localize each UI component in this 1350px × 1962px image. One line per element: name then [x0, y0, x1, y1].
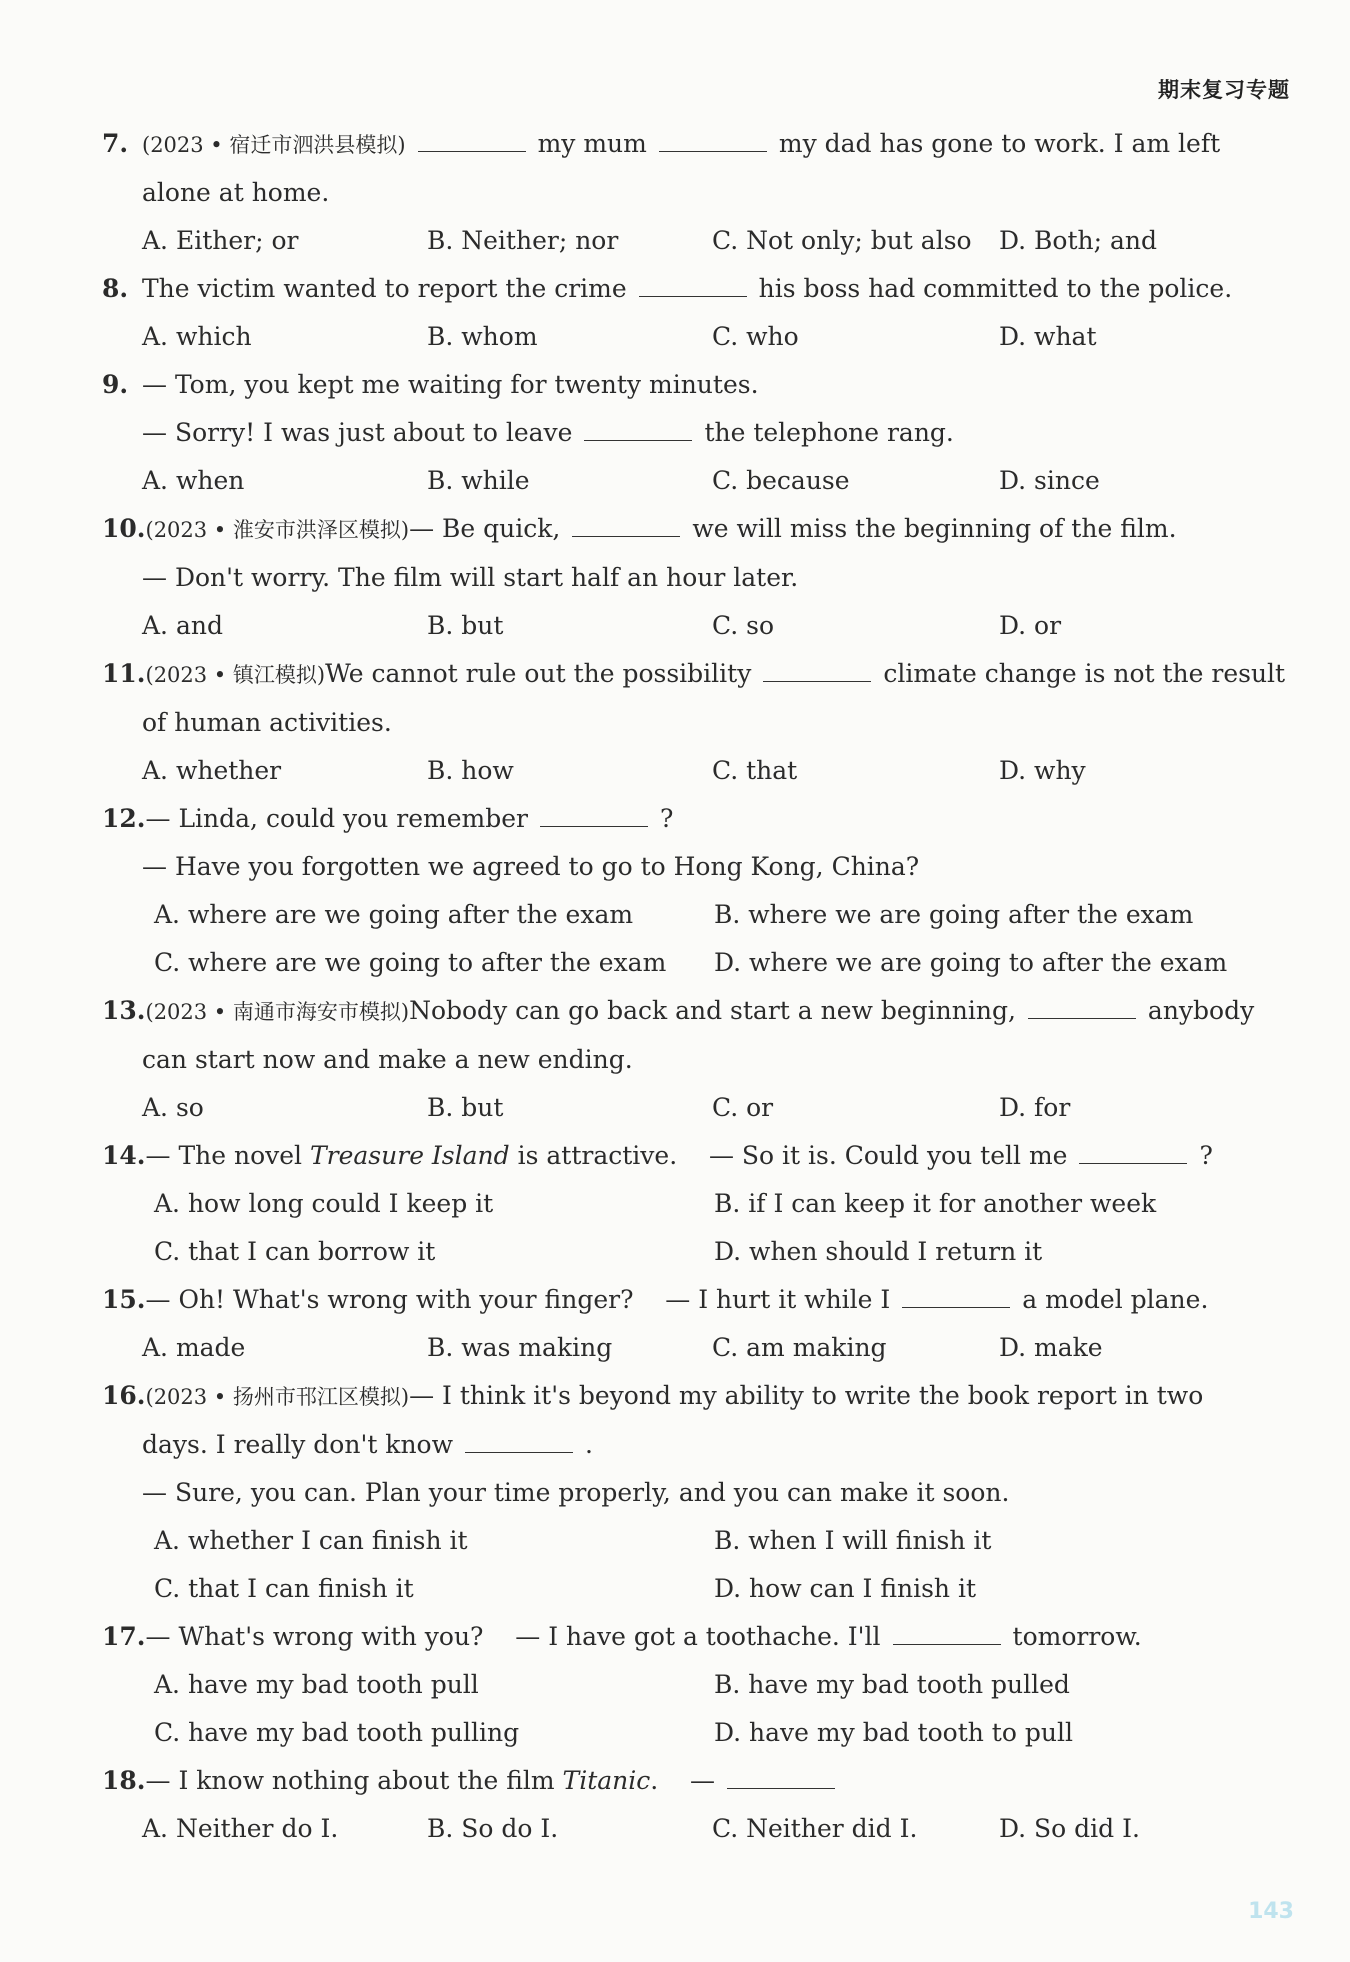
question-11 — [102, 650, 1290, 795]
question-stem: alone at home. — [142, 178, 330, 207]
question-stem: — Oh! What's wrong with your finger? — [145, 1285, 634, 1314]
book-title: Treasure Island — [309, 1141, 510, 1170]
option-b[interactable]: B. but — [427, 611, 504, 640]
option-a[interactable]: A. so — [142, 1093, 204, 1122]
question-10 — [102, 505, 1290, 650]
option-c[interactable]: C. that — [712, 756, 798, 785]
question-stem: we will miss the beginning of the film. — [692, 514, 1177, 543]
option-c[interactable]: C. am making — [712, 1333, 887, 1362]
question-stem: . — [650, 1766, 659, 1795]
option-c[interactable]: C. so — [712, 611, 775, 640]
option-a[interactable]: A. have my bad tooth pull — [154, 1670, 479, 1699]
answer-blank[interactable] — [572, 518, 680, 537]
answer-blank[interactable] — [540, 808, 648, 827]
question-number: 14. — [102, 1141, 146, 1170]
question-reply: — I hurt it while I — [665, 1285, 891, 1314]
question-13 — [102, 987, 1290, 1132]
question-stem: days. I really don't know — [142, 1430, 454, 1459]
option-b[interactable]: B. whom — [427, 322, 538, 351]
answer-blank[interactable] — [418, 133, 526, 152]
question-18 — [102, 1757, 1290, 1853]
question-stem: the telephone rang. — [704, 418, 954, 447]
question-stem: anybody — [1147, 996, 1255, 1025]
option-b[interactable]: B. have my bad tooth pulled — [714, 1670, 1070, 1699]
option-a[interactable]: A. where are we going after the exam — [154, 900, 634, 929]
question-number: 13. — [102, 996, 146, 1025]
option-b[interactable]: B. when I will finish it — [714, 1526, 992, 1555]
question-source: (2023 • 扬州市邗江区模拟) — [145, 1385, 410, 1409]
option-c[interactable]: C. that I can finish it — [154, 1574, 414, 1603]
option-b[interactable]: B. while — [427, 466, 530, 495]
option-c[interactable]: C. who — [712, 322, 799, 351]
answer-blank[interactable] — [902, 1289, 1010, 1308]
option-a[interactable]: A. which — [142, 322, 252, 351]
question-stem: Nobody can go back and start a new beginning, — [409, 996, 1016, 1025]
option-b[interactable]: B. but — [427, 1093, 504, 1122]
question-stem: a model plane. — [1022, 1285, 1209, 1314]
option-b[interactable]: B. where we are going after the exam — [714, 900, 1194, 929]
question-stem: — Have you forgotten we agreed to go to Hong Kong, China? — [142, 852, 920, 881]
question-stem: — Tom, you kept me waiting for twenty minutes. — [142, 370, 759, 399]
answer-blank[interactable] — [639, 278, 747, 297]
option-b[interactable]: B. So do I. — [427, 1814, 559, 1843]
question-stem: of human activities. — [142, 708, 392, 737]
option-c[interactable]: C. Not only; but also — [712, 226, 972, 255]
question-stem: is attractive. — [517, 1141, 678, 1170]
question-stem: — I know nothing about the film — [145, 1766, 555, 1795]
question-14 — [102, 1132, 1290, 1276]
question-stem: — I think it's beyond my ability to write the book report in two — [409, 1381, 1204, 1410]
question-number: 7. — [102, 129, 129, 158]
answer-blank[interactable] — [584, 422, 692, 441]
question-17 — [102, 1613, 1290, 1757]
option-d[interactable]: D. have my bad tooth to pull — [714, 1718, 1073, 1747]
option-d[interactable]: D. how can I finish it — [714, 1574, 977, 1603]
option-a[interactable]: A. Either; or — [142, 226, 299, 255]
question-stem: climate change is not the result — [883, 659, 1286, 688]
option-c[interactable]: C. because — [712, 466, 850, 495]
option-d[interactable]: D. So did I. — [999, 1814, 1140, 1843]
option-a[interactable]: A. Neither do I. — [142, 1814, 339, 1843]
question-stem: my dad has gone to work. I am left — [778, 129, 1221, 158]
answer-blank[interactable] — [763, 663, 871, 682]
question-15 — [102, 1276, 1290, 1372]
question-stem: — Be quick, — [409, 514, 561, 543]
question-reply: — So it is. Could you tell me — [708, 1141, 1068, 1170]
question-stem: We cannot rule out the possibility — [325, 659, 752, 688]
question-stem: — Linda, could you remember — [145, 804, 528, 833]
answer-blank[interactable] — [893, 1626, 1001, 1645]
question-reply: — I have got a toothache. I'll — [515, 1622, 881, 1651]
option-c[interactable]: C. have my bad tooth pulling — [154, 1718, 520, 1747]
option-c[interactable]: C. that I can borrow it — [154, 1237, 436, 1266]
question-stem: — Don't worry. The film will start half an hour later. — [142, 563, 799, 592]
answer-blank[interactable] — [659, 133, 767, 152]
option-a[interactable]: A. when — [142, 466, 245, 495]
option-a[interactable]: A. whether I can finish it — [154, 1526, 468, 1555]
question-number: 18. — [102, 1766, 146, 1795]
question-source: (2023 • 宿迁市泗洪县模拟) — [142, 133, 406, 157]
question-stem: tomorrow. — [1012, 1622, 1142, 1651]
answer-blank[interactable] — [1079, 1145, 1187, 1164]
answer-blank[interactable] — [727, 1770, 835, 1789]
option-d[interactable]: D. where we are going to after the exam — [714, 948, 1228, 977]
option-a[interactable]: A. whether — [142, 756, 282, 785]
question-8 — [102, 265, 1290, 361]
option-b[interactable]: B. if I can keep it for another week — [714, 1189, 1157, 1218]
option-b[interactable]: B. was making — [427, 1333, 613, 1362]
question-number: 8. — [102, 274, 129, 303]
question-number: 12. — [102, 804, 146, 833]
question-source: (2023 • 镇江模拟) — [145, 663, 326, 687]
section-header: 期末复习专题 — [1158, 78, 1290, 102]
question-reply: — — [690, 1766, 716, 1795]
question-stem: ? — [659, 804, 674, 833]
option-a[interactable]: A. and — [142, 611, 223, 640]
page-number: 143 — [1248, 1899, 1294, 1924]
question-stem: — What's wrong with you? — [145, 1622, 484, 1651]
question-stem: . — [585, 1430, 593, 1459]
question-number: 10. — [102, 514, 146, 543]
question-source: (2023 • 南通市海安市模拟) — [145, 1000, 410, 1024]
question-stem: my mum — [537, 129, 647, 158]
option-c[interactable]: C. where are we going to after the exam — [154, 948, 667, 977]
question-stem: — The novel — [145, 1141, 303, 1170]
question-16 — [102, 1372, 1290, 1613]
option-d[interactable]: D. since — [999, 466, 1100, 495]
question-source: (2023 • 淮安市洪泽区模拟) — [145, 518, 410, 542]
question-stem: The victim wanted to report the crime — [142, 274, 627, 303]
question-stem: can start now and make a new ending. — [142, 1045, 633, 1074]
option-b[interactable]: B. how — [427, 756, 514, 785]
film-title: Titanic — [562, 1766, 651, 1795]
question-number: 16. — [102, 1381, 146, 1410]
question-stem: — Sorry! I was just about to leave — [142, 418, 573, 447]
option-c[interactable]: C. or — [712, 1093, 774, 1122]
question-stem: his boss had committed to the police. — [758, 274, 1233, 303]
question-9 — [102, 361, 1290, 505]
answer-blank[interactable] — [1028, 1000, 1136, 1019]
option-d[interactable]: D. what — [999, 322, 1097, 351]
option-a[interactable]: A. made — [142, 1333, 246, 1362]
option-a[interactable]: A. how long could I keep it — [154, 1189, 494, 1218]
option-d[interactable]: D. when should I return it — [714, 1237, 1043, 1266]
question-stem: ? — [1199, 1141, 1213, 1170]
option-d[interactable]: D. make — [999, 1333, 1103, 1362]
question-7 — [102, 120, 1290, 265]
question-12 — [102, 795, 1290, 987]
question-number: 9. — [102, 370, 129, 399]
option-d[interactable]: D. for — [999, 1093, 1071, 1122]
option-d[interactable]: D. or — [999, 611, 1062, 640]
question-list — [102, 120, 1290, 1853]
question-number: 17. — [102, 1622, 146, 1651]
option-d[interactable]: D. Both; and — [999, 226, 1157, 255]
option-d[interactable]: D. why — [999, 756, 1086, 785]
question-number: 11. — [102, 659, 146, 688]
option-c[interactable]: C. Neither did I. — [712, 1814, 918, 1843]
question-reply: — Sure, you can. Plan your time properly, and you can make it soon. — [142, 1478, 1010, 1507]
answer-blank[interactable] — [465, 1434, 573, 1453]
question-number: 15. — [102, 1285, 146, 1314]
option-b[interactable]: B. Neither; nor — [427, 226, 619, 255]
